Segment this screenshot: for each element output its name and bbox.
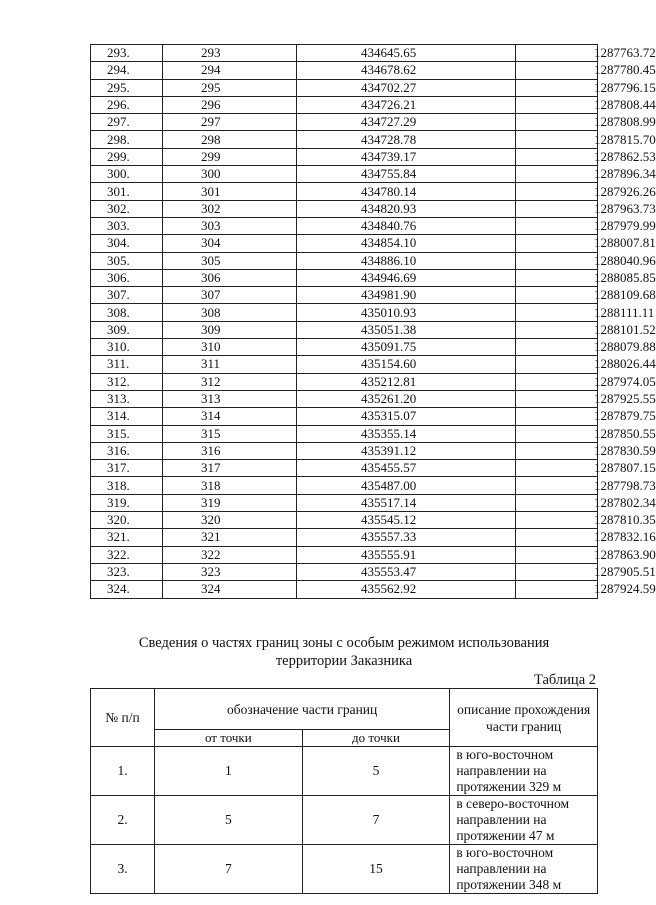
x-coordinate-cell: 435553.47 (297, 563, 516, 580)
y-coordinate-cell: 1287963.73 (516, 200, 598, 217)
y-coordinate-cell: 1288026.44 (516, 356, 598, 373)
table-row (91, 460, 598, 477)
row-number-cell: 295. (91, 79, 163, 96)
row-number-cell: 314. (91, 408, 163, 425)
section-caption-line2: территории Заказника (275, 653, 413, 669)
point-number-cell: 312 (163, 373, 297, 390)
point-number-cell: 321 (163, 529, 297, 546)
x-coordinate-cell: 435051.38 (297, 321, 516, 338)
coordinates-table-body (91, 45, 656, 599)
x-coordinate-cell: 435545.12 (297, 512, 516, 529)
from-point-cell: 1 (155, 747, 303, 796)
part-number-cell: 3. (91, 845, 155, 894)
y-coordinate-cell: 1287924.59 (516, 581, 598, 598)
row-number-cell: 304. (91, 235, 163, 252)
row-number-cell: 319. (91, 494, 163, 511)
table-row (91, 339, 598, 356)
table-row (91, 62, 598, 79)
point-number-cell: 301 (163, 183, 297, 200)
boundary-parts-body (91, 747, 598, 894)
point-number-cell: 320 (163, 512, 297, 529)
x-coordinate-cell: 435555.91 (297, 546, 516, 563)
y-coordinate-cell: 1287905.51 (516, 563, 598, 580)
header-from-point: от точки (155, 730, 303, 747)
row-number-cell: 303. (91, 217, 163, 234)
description-line: в северо-восточном направлении на (456, 796, 570, 827)
table-row (91, 425, 598, 442)
row-number-cell: 301. (91, 183, 163, 200)
point-number-cell: 317 (163, 460, 297, 477)
header-designation: обозначение части границ (155, 689, 450, 730)
boundary-parts-header (91, 689, 598, 747)
table-row (91, 442, 598, 459)
table-number-label: Таблица 2 (533, 672, 596, 688)
point-number-cell: 318 (163, 477, 297, 494)
y-coordinate-cell: 1288101.52 (516, 321, 598, 338)
table-row (91, 45, 598, 62)
point-number-cell: 307 (163, 287, 297, 304)
point-number-cell: 322 (163, 546, 297, 563)
row-number-cell: 298. (91, 131, 163, 148)
table-row (91, 477, 598, 494)
point-number-cell: 315 (163, 425, 297, 442)
y-coordinate-cell: 1287974.05 (516, 373, 598, 390)
table-row (91, 845, 598, 894)
point-number-cell: 310 (163, 339, 297, 356)
row-number-cell: 300. (91, 166, 163, 183)
point-number-cell: 297 (163, 114, 297, 131)
row-number-cell: 306. (91, 269, 163, 286)
x-coordinate-cell: 435557.33 (297, 529, 516, 546)
y-coordinate-cell: 1287925.55 (516, 390, 598, 407)
x-coordinate-cell: 435091.75 (297, 339, 516, 356)
x-coordinate-cell: 434840.76 (297, 217, 516, 234)
x-coordinate-cell: 435455.57 (297, 460, 516, 477)
row-number-cell: 317. (91, 460, 163, 477)
point-number-cell: 304 (163, 235, 297, 252)
x-coordinate-cell: 434981.90 (297, 287, 516, 304)
x-coordinate-cell: 434820.93 (297, 200, 516, 217)
point-number-cell: 298 (163, 131, 297, 148)
y-coordinate-cell: 1287926.26 (516, 183, 598, 200)
row-number-cell: 302. (91, 200, 163, 217)
x-coordinate-cell: 435212.81 (297, 373, 516, 390)
y-coordinate-cell: 1287979.99 (516, 217, 598, 234)
from-point-cell: 7 (155, 845, 303, 894)
y-coordinate-cell: 1287780.45 (516, 62, 598, 79)
x-coordinate-cell: 435154.60 (297, 356, 516, 373)
table-row (91, 304, 598, 321)
x-coordinate-cell: 435487.00 (297, 477, 516, 494)
y-coordinate-cell: 1287802.34 (516, 494, 598, 511)
part-number-cell: 2. (91, 796, 155, 845)
y-coordinate-cell: 1287830.59 (516, 442, 598, 459)
table-row (91, 183, 598, 200)
table-row (91, 114, 598, 131)
row-number-cell: 323. (91, 563, 163, 580)
point-number-cell: 313 (163, 390, 297, 407)
row-number-cell: 308. (91, 304, 163, 321)
point-number-cell: 293 (163, 45, 297, 62)
y-coordinate-cell: 1287862.53 (516, 148, 598, 165)
x-coordinate-cell: 434739.17 (297, 148, 516, 165)
boundary-parts-table (90, 688, 598, 894)
x-coordinate-cell: 434946.69 (297, 269, 516, 286)
to-point-cell: 7 (302, 796, 450, 845)
point-number-cell: 294 (163, 62, 297, 79)
from-point-cell: 5 (155, 796, 303, 845)
description-cell (450, 747, 598, 796)
point-number-cell: 309 (163, 321, 297, 338)
x-coordinate-cell: 435391.12 (297, 442, 516, 459)
point-number-cell: 308 (163, 304, 297, 321)
table-row (91, 529, 598, 546)
point-number-cell: 295 (163, 79, 297, 96)
y-coordinate-cell: 1288085.85 (516, 269, 598, 286)
x-coordinate-cell: 434755.84 (297, 166, 516, 183)
point-number-cell: 303 (163, 217, 297, 234)
point-number-cell: 323 (163, 563, 297, 580)
x-coordinate-cell: 434702.27 (297, 79, 516, 96)
x-coordinate-cell: 434727.29 (297, 114, 516, 131)
table-row (91, 79, 598, 96)
row-number-cell: 293. (91, 45, 163, 62)
row-number-cell: 299. (91, 148, 163, 165)
x-coordinate-cell: 434678.62 (297, 62, 516, 79)
table-row (91, 747, 598, 796)
table-row (91, 321, 598, 338)
coordinates-table (90, 44, 656, 599)
y-coordinate-cell: 1287896.34 (516, 166, 598, 183)
row-number-cell: 311. (91, 356, 163, 373)
x-coordinate-cell: 434854.10 (297, 235, 516, 252)
x-coordinate-cell: 435010.93 (297, 304, 516, 321)
table-row (91, 581, 598, 598)
x-coordinate-cell: 435517.14 (297, 494, 516, 511)
y-coordinate-cell: 1287879.75 (516, 408, 598, 425)
y-coordinate-cell: 1288007.81 (516, 235, 598, 252)
table-row (91, 131, 598, 148)
y-coordinate-cell: 1287808.44 (516, 96, 598, 113)
table-row (91, 235, 598, 252)
row-number-cell: 324. (91, 581, 163, 598)
table-row (91, 356, 598, 373)
row-number-cell: 305. (91, 252, 163, 269)
table-row (91, 166, 598, 183)
x-coordinate-cell: 434726.21 (297, 96, 516, 113)
y-coordinate-cell: 1287810.35 (516, 512, 598, 529)
row-number-cell: 322. (91, 546, 163, 563)
description-line: протяжении 348 м (456, 877, 562, 892)
to-point-cell: 15 (302, 845, 450, 894)
description-line: в юго-восточном направлении на (456, 747, 554, 778)
point-number-cell: 319 (163, 494, 297, 511)
description-line: протяжении 47 м (456, 828, 555, 843)
point-number-cell: 324 (163, 581, 297, 598)
table-row (91, 269, 598, 286)
row-number-cell: 297. (91, 114, 163, 131)
y-coordinate-cell: 1287815.70 (516, 131, 598, 148)
y-coordinate-cell: 1287796.15 (516, 79, 598, 96)
y-coordinate-cell: 1287808.99 (516, 114, 598, 131)
table-row (91, 408, 598, 425)
y-coordinate-cell: 1287798.73 (516, 477, 598, 494)
table-row (91, 390, 598, 407)
row-number-cell: 296. (91, 96, 163, 113)
y-coordinate-cell: 1287832.16 (516, 529, 598, 546)
table-row (91, 563, 598, 580)
y-coordinate-cell: 1287807.15 (516, 460, 598, 477)
point-number-cell: 300 (163, 166, 297, 183)
table-row (91, 512, 598, 529)
y-coordinate-cell: 1287763.72 (516, 45, 598, 62)
row-number-cell: 310. (91, 339, 163, 356)
row-number-cell: 316. (91, 442, 163, 459)
header-description: описание прохождения части границ (450, 689, 598, 747)
x-coordinate-cell: 434645.65 (297, 45, 516, 62)
x-coordinate-cell: 434780.14 (297, 183, 516, 200)
x-coordinate-cell: 435261.20 (297, 390, 516, 407)
y-coordinate-cell: 1288079.88 (516, 339, 598, 356)
x-coordinate-cell: 435562.92 (297, 581, 516, 598)
description-line: в юго-восточном направлении на (456, 845, 554, 876)
x-coordinate-cell: 434886.10 (297, 252, 516, 269)
table-row (91, 287, 598, 304)
section-caption-line1: Сведения о частях границ зоны с особым режимом использования (138, 635, 550, 651)
x-coordinate-cell: 434728.78 (297, 131, 516, 148)
row-number-cell: 321. (91, 529, 163, 546)
header-number: № п/п (91, 689, 155, 747)
x-coordinate-cell: 435355.14 (297, 425, 516, 442)
table-row (91, 148, 598, 165)
description-line: протяжении 329 м (456, 779, 562, 794)
y-coordinate-cell: 1287850.55 (516, 425, 598, 442)
row-number-cell: 320. (91, 512, 163, 529)
table-row (91, 217, 598, 234)
description-cell (450, 845, 598, 894)
row-number-cell: 312. (91, 373, 163, 390)
point-number-cell: 311 (163, 356, 297, 373)
point-number-cell: 305 (163, 252, 297, 269)
point-number-cell: 296 (163, 96, 297, 113)
row-number-cell: 307. (91, 287, 163, 304)
to-point-cell: 5 (302, 747, 450, 796)
point-number-cell: 314 (163, 408, 297, 425)
point-number-cell: 316 (163, 442, 297, 459)
table-row (91, 494, 598, 511)
row-number-cell: 315. (91, 425, 163, 442)
point-number-cell: 299 (163, 148, 297, 165)
row-number-cell: 313. (91, 390, 163, 407)
table-row (91, 252, 598, 269)
row-number-cell: 309. (91, 321, 163, 338)
table-row (91, 546, 598, 563)
point-number-cell: 306 (163, 269, 297, 286)
header-to-point: до точки (302, 730, 450, 747)
table-row (91, 373, 598, 390)
table-row (91, 96, 598, 113)
table-row (91, 796, 598, 845)
description-cell (450, 796, 598, 845)
table-row (91, 200, 598, 217)
y-coordinate-cell: 1287863.90 (516, 546, 598, 563)
y-coordinate-cell: 1288111.11 (516, 304, 598, 321)
row-number-cell: 318. (91, 477, 163, 494)
part-number-cell: 1. (91, 747, 155, 796)
x-coordinate-cell: 435315.07 (297, 408, 516, 425)
y-coordinate-cell: 1288109.68 (516, 287, 598, 304)
row-number-cell: 294. (91, 62, 163, 79)
point-number-cell: 302 (163, 200, 297, 217)
y-coordinate-cell: 1288040.96 (516, 252, 598, 269)
